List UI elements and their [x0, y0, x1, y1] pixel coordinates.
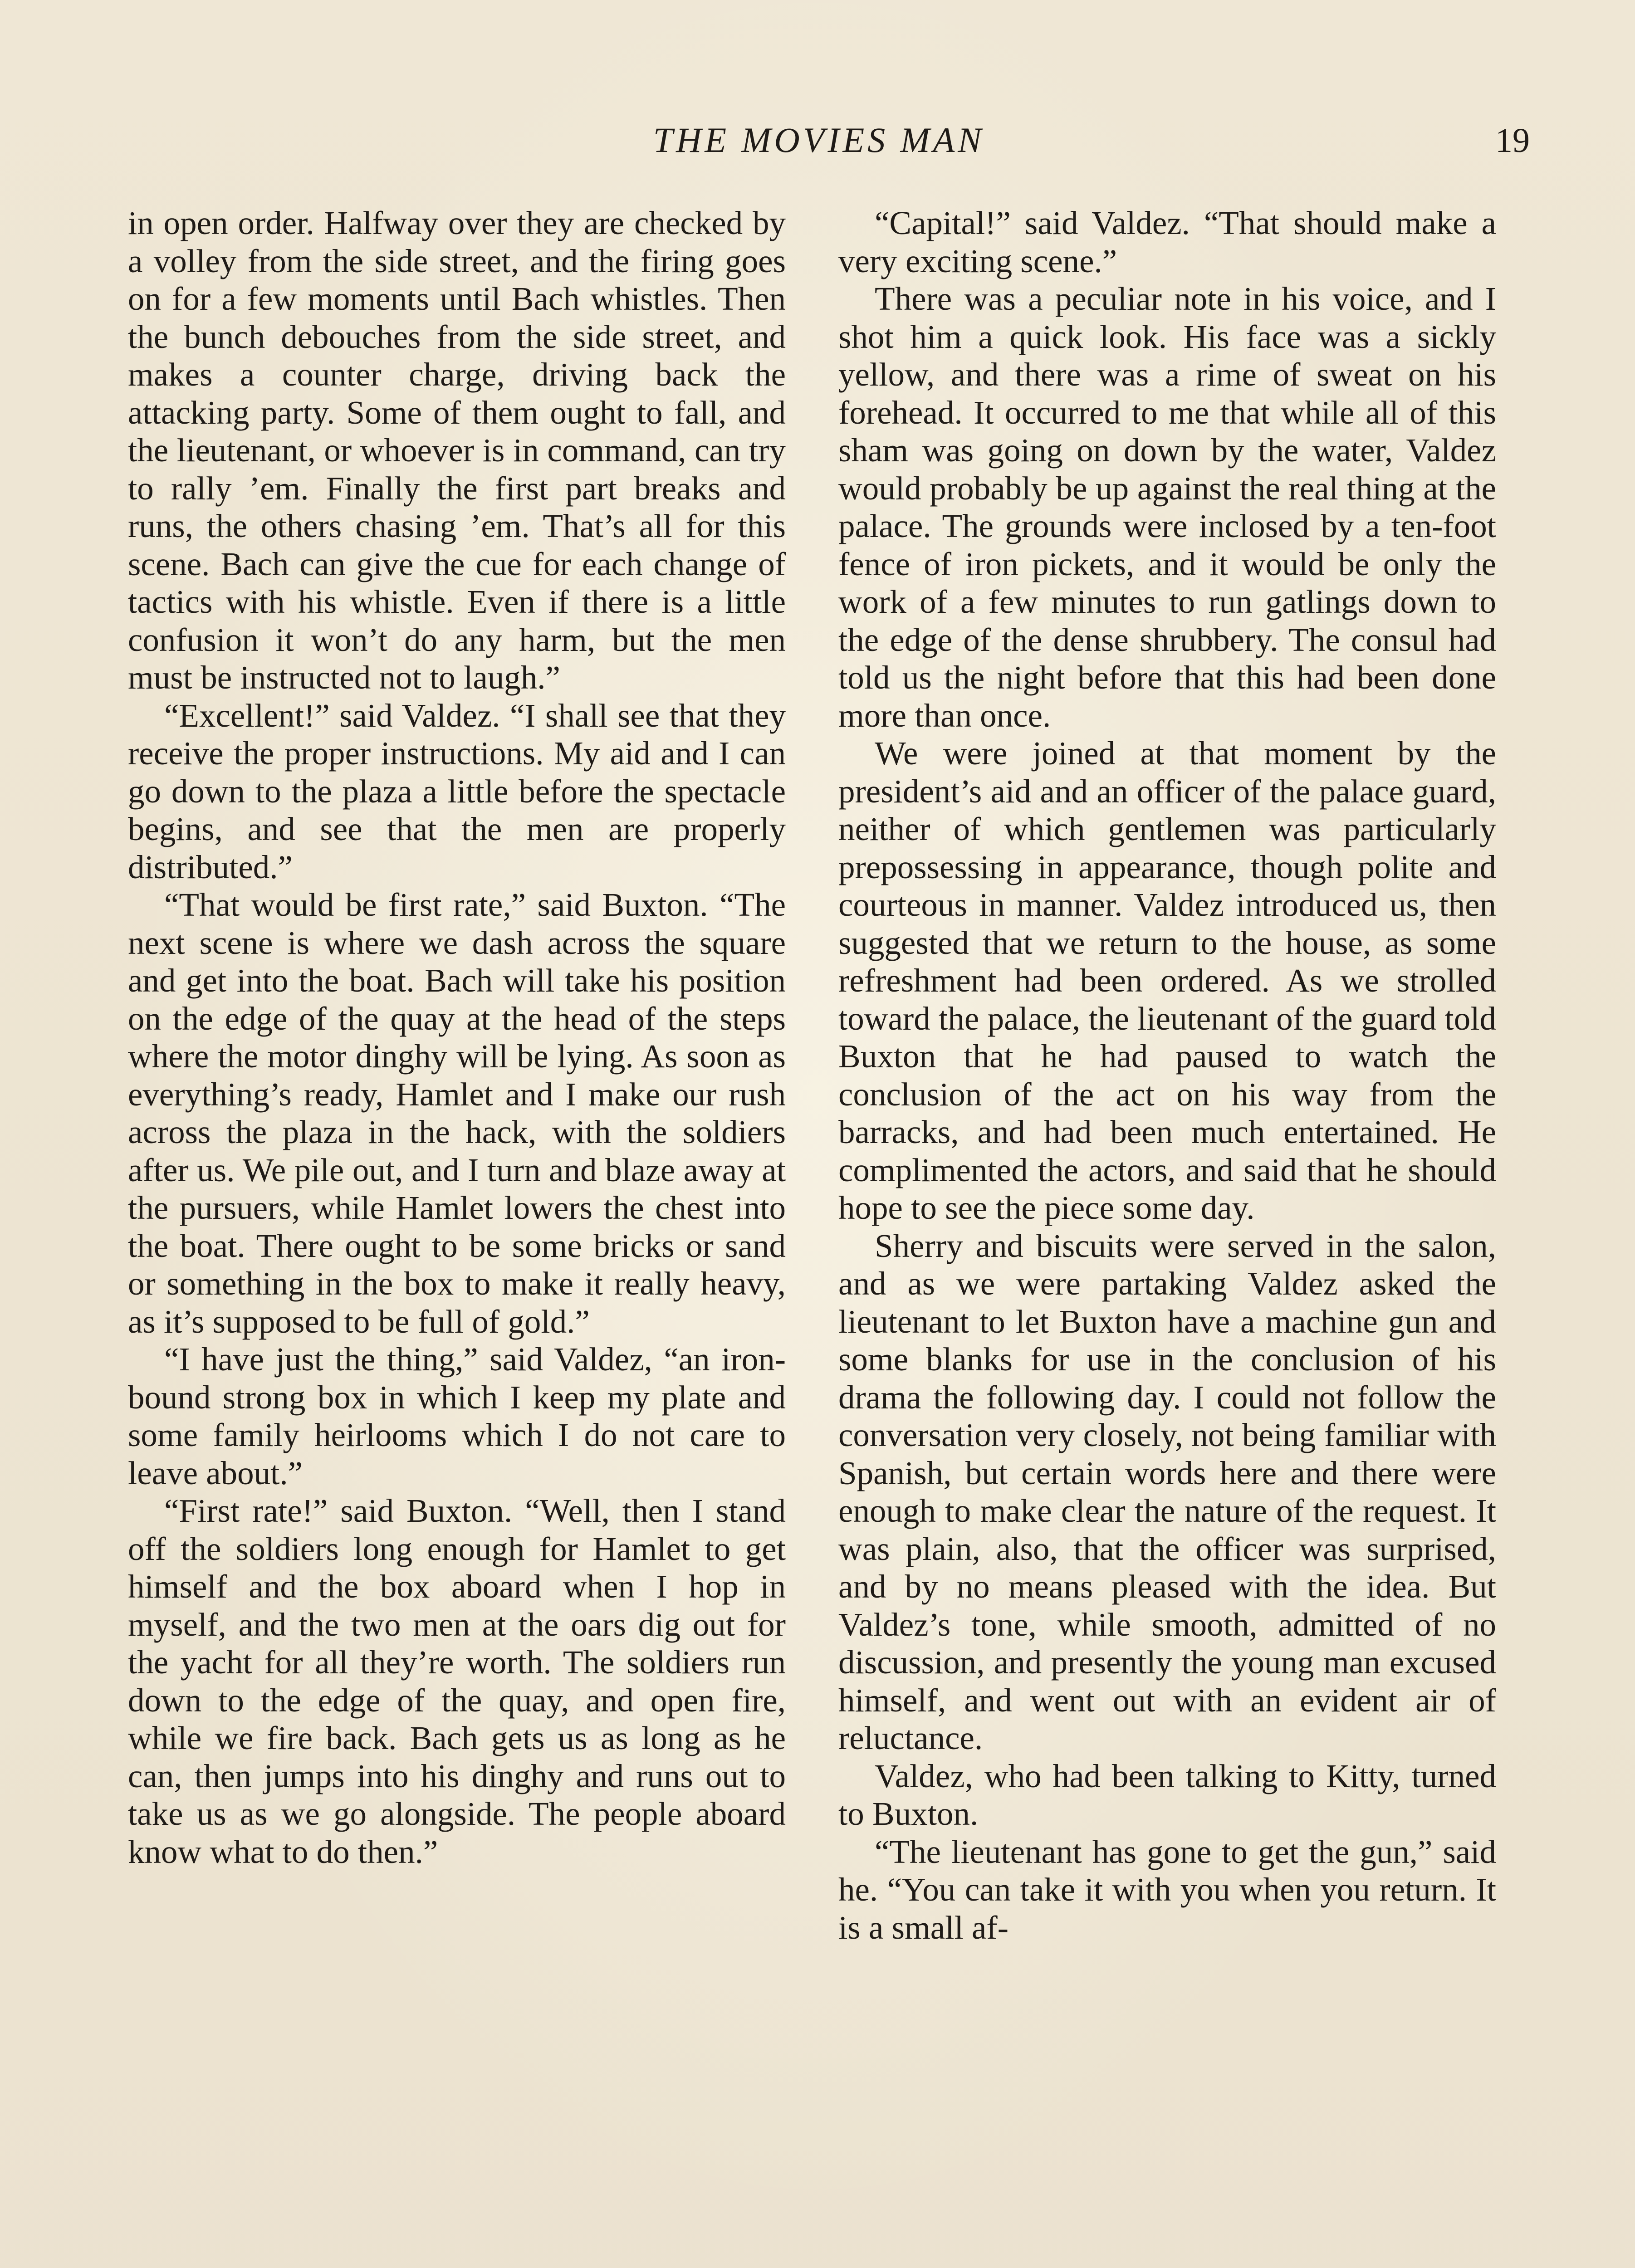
paragraph: “The lieutenant has gone to get the gun,” said he. “You can take it with you when you return. It is a small af- [838, 1833, 1496, 1946]
paragraph: There was a peculiar note in his voice, and I shot him a quick look. His face was a sickly yellow, and there was a rime of sweat on his forehead. It occurred to me that while all of this sham was going on down by the water, Valdez would probably be up against the real thing at the palace. The grounds were inclosed by a ten-foot fence of iron pickets, and it would be only the work of a few minutes to run gatlings down to the edge of the dense shrubbery. The consul had told us the night before that this had been done more than once. [838, 280, 1496, 734]
running-title: THE MOVIES MAN [653, 120, 985, 160]
paragraph: “First rate!” said Buxton. “Well, then I stand off the soldiers long enough for Hamlet to get himself and the box aboard when I hop in myself, and the two men at the oars dig out for the yacht for all they’re worth. The soldiers run down to the edge of the quay, and open fire, while we fire back. Bach gets us as long as he can, then jumps into his dinghy and runs out to take us as we go alongside. The people aboard know what to do then.” [128, 1492, 786, 1870]
paragraph: “Capital!” said Valdez. “That should make a very exciting scene.” [838, 205, 1496, 279]
left-column [128, 204, 786, 1871]
paragraph: “Excellent!” said Valdez. “I shall see that they receive the proper instructions. My aid and I can go down to the plaza a little before the spectacle begins, and see that the men are properly distributed.” [128, 697, 786, 885]
paragraph: We were joined at that moment by the president’s aid and an officer of the palace guard, neither of which gentlemen was particularly prepossessing in appearance, though polite and courteous in manner. Valdez introduced us, then suggested that we return to the house, as some refreshment had been ordered. As we strolled toward the palace, the lieutenant of the guard told Buxton that he had paused to watch the conclusion of the act on his way from the barracks, and had been much entertained. He complimented the actors, and said that he should hope to see the piece some day. [838, 735, 1496, 1226]
right-column [838, 204, 1496, 1946]
page-number: 19 [1495, 122, 1530, 160]
paragraph: “I have just the thing,” said Valdez, “an iron-bound strong box in which I keep my plate and some family heirlooms which I do not care to leave about.” [128, 1341, 786, 1491]
paragraph: Valdez, who had been talking to Kitty, turned to Buxton. [838, 1757, 1496, 1832]
paragraph: in open order. Halfway over they are checked by a volley from the side street, and the firing goes on for a few moments until Bach whistles. Then the bunch debouches from the side street, and makes a counter charge, driving back the attacking party. Some of them ought to fall, and the lieutenant, or whoever is in command, can try to rally ’em. Finally the first part breaks and runs, the others chasing ’em. That’s all for this scene. Bach can give the cue for each change of tactics with his whistle. Even if there is a little confusion it won’t do any harm, but the men must be instructed not to laugh.” [128, 205, 786, 696]
paragraph: “That would be first rate,” said Buxton. “The next scene is where we dash across the square and get into the boat. Bach will take his position on the edge of the quay at the head of the steps where the motor dinghy will be lying. As soon as everything’s ready, Hamlet and I make our rush across the plaza in the hack, with the soldiers after us. We pile out, and I turn and blaze away at the pursuers, while Hamlet lowers the chest into the boat. There ought to be some bricks or sand or something in the box to make it really heavy, as it’s supposed to be full of gold.” [128, 886, 786, 1340]
paragraph: Sherry and biscuits were served in the salon, and as we were partaking Valdez asked the lieutenant to let Buxton have a machine gun and some blanks for use in the conclusion of his drama the following day. I could not follow the conversation very closely, not being familiar with Spanish, but certain words here and there were enough to make clear the nature of the request. It was plain, also, that the officer was surprised, and by no means pleased with the idea. But Valdez’s tone, while smooth, admitted of no discussion, and presently the young man excused himself, and went out with an evident air of reluctance. [838, 1227, 1496, 1756]
